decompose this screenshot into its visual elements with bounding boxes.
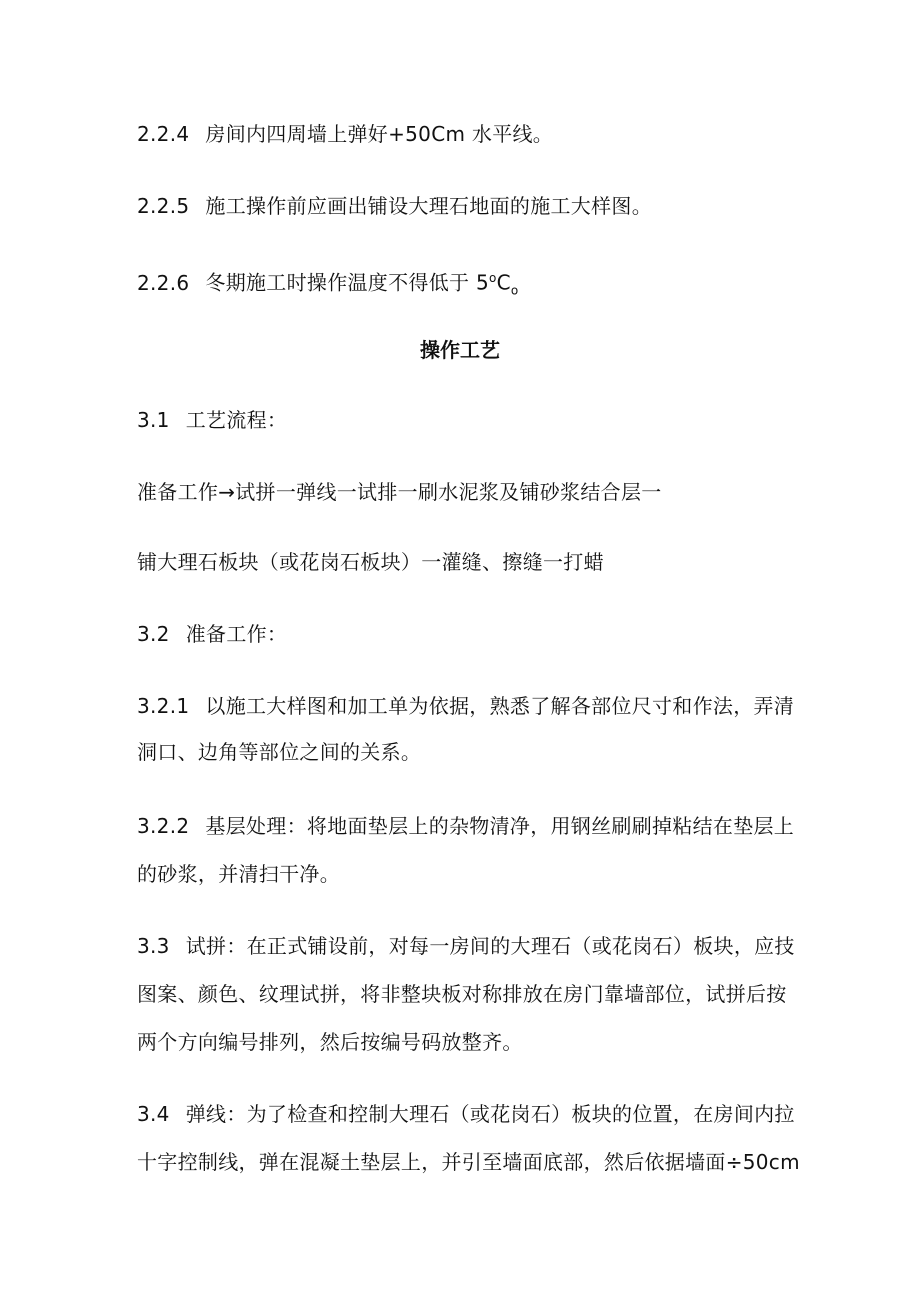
- process-flow-line-2: 铺大理石板块（或花岗石板块）一灌缝、擦缝一打蜡: [137, 550, 604, 574]
- clause-text: 试拼：在正式铺设前，对每一房间的大理石（或花岗石）板块，应技: [185, 934, 795, 958]
- clause-text: 冬期施工时操作温度不得低于 5: [205, 270, 489, 295]
- clause-number: 3.2: [137, 622, 170, 646]
- section-heading: 操作工艺: [420, 338, 500, 362]
- clause-number: 3.2.2: [137, 814, 190, 838]
- clause-text: 房间内四周墙上弹好+50Cm 水平线。: [205, 122, 554, 146]
- clause-number: 2.2.5: [137, 194, 190, 218]
- clause-3-1: [137, 406, 797, 434]
- clause-number: 2.2.4: [137, 122, 190, 146]
- clause-number: 3.4: [137, 1102, 170, 1126]
- process-flow-line-1: 准备工作→试拼一弹线一试排一刷水泥浆及铺砂浆结合层一: [137, 480, 662, 504]
- clause-text: 以施工大样图和加工单为依据，熟悉了解各部位尺寸和作法，弄清: [205, 694, 795, 718]
- clause-number: 2.2.6: [137, 270, 190, 295]
- clause-3-2-2-line-1: [137, 812, 797, 840]
- clause-text: 弹线：为了检查和控制大理石（或花岗石）板块的位置，在房间内拉: [185, 1102, 795, 1126]
- clause-3-2-1-line-1: [137, 692, 797, 720]
- clause-number: 3.1: [137, 408, 170, 432]
- clause-text: 施工操作前应画出铺设大理石地面的施工大样图。: [205, 194, 652, 218]
- clause-text: 基层处理：将地面垫层上的杂物清净，用钢丝刷刷掉粘结在垫层上: [205, 814, 795, 838]
- clause-3-3-line-3: 两个方向编号排列，然后按编号码放整齐。: [137, 1030, 523, 1054]
- clause-number: 3.2.1: [137, 694, 190, 718]
- celsius-subscript: o: [510, 283, 519, 298]
- clause-2-2-4: [137, 120, 797, 148]
- clause-text: 准备工作：: [185, 622, 288, 646]
- clause-3-2-1-line-2: 洞口、边角等部位之间的关系。: [137, 740, 422, 764]
- clause-3-4-line-1: [137, 1100, 797, 1128]
- clause-number: 3.3: [137, 934, 170, 958]
- clause-3-4-line-2: 十字控制线，弹在混凝土垫层上，并引至墙面底部，然后依据墙面÷50cm: [137, 1150, 800, 1174]
- clause-3-3-line-1: [137, 932, 797, 960]
- clause-2-2-6: [137, 264, 797, 305]
- clause-3-3-line-2: 图案、颜色、纹理试拼，将非整块板对称排放在房门靠墙部位，试拼后按: [137, 982, 787, 1006]
- clause-3-2: [137, 620, 797, 648]
- clause-text: 工艺流程：: [185, 408, 288, 432]
- clause-2-2-5: [137, 192, 797, 220]
- degree-mark: o: [488, 271, 497, 285]
- clause-3-2-2-line-2: 的砂浆，并清扫干净。: [137, 862, 340, 886]
- celsius-letter: C: [496, 270, 511, 295]
